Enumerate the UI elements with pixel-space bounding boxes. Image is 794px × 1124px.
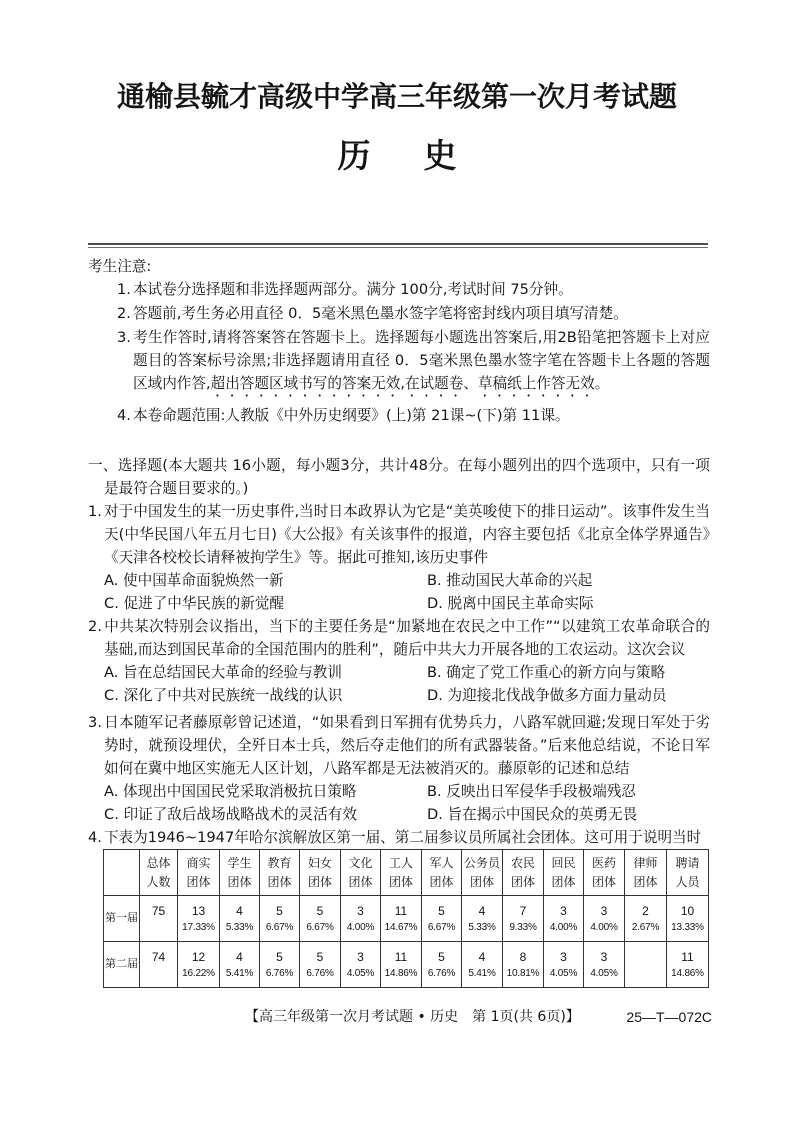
group-cell xyxy=(625,896,667,942)
percent-value: 14.86% xyxy=(671,967,704,979)
table-header-cell xyxy=(140,850,178,896)
header-line: 总体 xyxy=(146,855,171,870)
count-value: 12 xyxy=(191,949,206,964)
header-line: 妇女 xyxy=(307,855,332,870)
table-body xyxy=(104,850,709,988)
count-value: 13 xyxy=(191,903,206,918)
header-line: 团体 xyxy=(348,874,373,889)
percent-value: 6.76% xyxy=(427,967,456,979)
percent-value: 6.67% xyxy=(427,921,456,933)
option-c: C. 深化了中共对民族统一战线的认识 xyxy=(104,687,343,704)
count-value: 8 xyxy=(519,949,527,964)
percent-spacer xyxy=(140,920,177,936)
total-count-value: 75 xyxy=(151,903,166,918)
percent-value: 5.33% xyxy=(225,921,254,933)
exam-title: 通榆县毓才高级中学高三年级第一次月考试题 xyxy=(116,80,677,113)
subject-title: 历 史 xyxy=(337,136,467,175)
percent-value: 6.76% xyxy=(306,967,334,979)
question-number: 4. xyxy=(88,829,102,846)
count-value: 4 xyxy=(478,949,486,964)
group-cell xyxy=(544,942,584,988)
notice-item-number: 2. xyxy=(117,305,131,322)
option-b: B. 推动国民大革命的兴起 xyxy=(427,572,593,589)
option-c: C. 印证了敌后战场战略战术的灵活有效 xyxy=(104,806,357,823)
count-value: 4 xyxy=(236,949,243,964)
option-c: C. 促进了中华民族的新觉醒 xyxy=(104,595,285,612)
group-cell xyxy=(667,942,709,988)
count-value: 3 xyxy=(600,949,608,964)
header-line: 团体 xyxy=(267,874,292,889)
question-stem xyxy=(88,615,710,661)
option-b: B. 确定了党工作重心的新方向与策略 xyxy=(427,664,666,681)
count-value: 7 xyxy=(519,903,527,918)
group-cell xyxy=(341,896,381,942)
group-cell xyxy=(422,896,462,942)
percent-value: 16.22% xyxy=(182,967,215,979)
option-d: D. 脱离中国民主革命实际 xyxy=(427,595,594,612)
percent-value: 4.05% xyxy=(549,967,578,979)
table-header-cell xyxy=(341,850,381,896)
header-line: 人员 xyxy=(675,874,700,889)
header-line: 团体 xyxy=(227,874,252,889)
table-header-cell xyxy=(584,850,625,896)
count-value: 5 xyxy=(316,903,324,918)
percent-value: 4.05% xyxy=(590,967,618,979)
group-cell xyxy=(381,896,422,942)
header-line: 医药 xyxy=(591,855,616,870)
table-header-cell xyxy=(381,850,422,896)
header-line: 团体 xyxy=(633,874,658,889)
percent-value: 10.81% xyxy=(506,967,540,979)
notice-item-text: 本卷命题范围:人教版《中外历史纲要》(上)第 21课~(下)第 11课。 xyxy=(132,407,570,424)
percent-value: 5.41% xyxy=(225,967,254,979)
percent-value: 4.00% xyxy=(346,921,375,933)
table-header-cell xyxy=(503,850,544,896)
percent-value: 6.67% xyxy=(265,921,294,933)
percent-value: 6.67% xyxy=(306,921,334,933)
header-line: 公务员 xyxy=(463,855,500,870)
group-cell xyxy=(625,942,667,988)
group-cell xyxy=(503,896,544,942)
percent-spacer xyxy=(140,966,177,982)
options-row xyxy=(88,803,710,826)
option-d: D. 为迎接北伐战争做多方面力量动员 xyxy=(427,687,667,704)
count-value: 5 xyxy=(276,903,283,918)
header-line: 团体 xyxy=(429,874,454,889)
table-header-cell xyxy=(544,850,584,896)
options-row xyxy=(88,780,710,803)
option-a: A. 使中国革命面貌焕然一新 xyxy=(104,572,284,589)
percent-value: 17.33% xyxy=(182,921,215,933)
notice-item-2 xyxy=(88,302,710,325)
header-line: 人数 xyxy=(146,874,171,889)
total-cell xyxy=(140,896,178,942)
options-row xyxy=(88,661,710,684)
question-stem xyxy=(88,711,710,780)
count-value xyxy=(625,948,666,966)
count-value: 4 xyxy=(478,903,486,918)
header-line: 教育 xyxy=(267,855,292,870)
header-line: 团体 xyxy=(388,874,413,889)
question-1 xyxy=(88,500,710,615)
group-cell xyxy=(220,942,260,988)
percent-value: 13.33% xyxy=(671,921,704,933)
notice-item-text: 本试卷分选择题和非选择题两部分。满分 100分,考试时间 75分钟。 xyxy=(132,281,573,298)
options-row xyxy=(88,569,710,592)
table-header-cell xyxy=(260,850,300,896)
table-header-cell xyxy=(667,850,709,896)
count-value: 5 xyxy=(438,949,445,964)
question-4 xyxy=(88,826,710,988)
question-number: 1. xyxy=(88,503,102,520)
count-value: 3 xyxy=(560,949,567,964)
table-header-cell xyxy=(625,850,667,896)
header-line: 团体 xyxy=(307,874,332,889)
group-cell xyxy=(260,942,300,988)
header-line: 军人 xyxy=(429,855,454,870)
option-a: A. 旨在总结国民大革命的经验与教训 xyxy=(104,664,342,681)
total-cell xyxy=(140,942,178,988)
header-line: 团体 xyxy=(551,874,576,889)
row-label: 第二届 xyxy=(104,942,140,988)
notice-item-3 xyxy=(88,326,710,400)
percent-value: 14.67% xyxy=(384,921,418,933)
group-cell xyxy=(544,896,584,942)
group-cell xyxy=(178,896,220,942)
header-line: 学生 xyxy=(227,855,252,870)
percent-value: 4.00% xyxy=(590,921,618,933)
percent-value: 6.76% xyxy=(265,967,294,979)
percent-value: 14.86% xyxy=(384,967,418,979)
group-cell xyxy=(381,942,422,988)
header-line: 回民 xyxy=(551,855,576,870)
header-line: 团体 xyxy=(510,874,535,889)
table-header-cell xyxy=(178,850,220,896)
notice-heading: 考生注意: xyxy=(88,258,152,275)
count-value: 3 xyxy=(600,903,608,918)
total-count-value: 74 xyxy=(151,949,166,964)
group-cell xyxy=(584,896,625,942)
notice-item-number: 4. xyxy=(117,407,131,424)
count-value: 11 xyxy=(681,949,694,964)
question-text: 日本随军记者藤原彰曾记述道，“如果看到日军拥有优势兵力，八路军就回避;发现日军处于劣势时，就预设埋伏，全歼日本士兵，然后夺走他们的所有武器装备。”后来他总结说，不论日军如何在冀中地区实施无人区计划，八路军都是无法被消灭的。藤原彰的记述和总结 xyxy=(103,714,710,777)
question-2 xyxy=(88,615,710,707)
group-cell xyxy=(300,942,341,988)
header-line: 团体 xyxy=(186,874,211,889)
percent-value: 2.67% xyxy=(631,921,660,933)
table-row xyxy=(104,942,709,988)
question-text: 中共某次特别会议指出，当下的主要任务是“加紧地在农民之中工作”“以建筑工农革命联合的基础,而达到国民革命的全国范围内的胜利”，随后中共大力开展各地的工农运动。这次会议 xyxy=(103,618,710,658)
emphasized-warning-text: 超出答题区域书写的答案无效,在试题卷、草稿纸上作答无效。 xyxy=(210,375,610,392)
count-value: 11 xyxy=(394,949,408,964)
group-cell xyxy=(341,942,381,988)
question-3 xyxy=(88,711,710,826)
count-value: 10 xyxy=(680,903,695,918)
notice-item-text: 考生作答时,请将答案答在答题卡上。选择题每小题选出答案后,用2B铅笔把答题卡上对应题目的答案标号涂黑;非选择题请用直径 0．5毫米黑色墨水签字笔在答题卡上各题的答题区域内作答, xyxy=(132,329,710,392)
table-header-row xyxy=(104,850,709,896)
option-a: A. 体现出中国国民党采取消极抗日策略 xyxy=(104,783,357,800)
question-text: 下表为1946~1947年哈尔滨解放区第一届、第二届参议员所属社会团体。这可用于说明当时 xyxy=(103,829,702,846)
double-rule-divider xyxy=(88,243,708,248)
footer-paper-code: 25—T—072C xyxy=(626,1009,712,1025)
count-value: 4 xyxy=(236,903,243,918)
question-number: 3. xyxy=(88,714,102,731)
table-header-cell xyxy=(422,850,462,896)
header-line: 文化 xyxy=(348,855,373,870)
percent-value: 4.00% xyxy=(549,921,578,933)
row-label: 第一届 xyxy=(104,896,140,942)
header-line: 团体 xyxy=(469,874,494,889)
group-cell xyxy=(260,896,300,942)
count-value: 3 xyxy=(357,949,364,964)
option-b: B. 反映出日军侵华手段极端残忍 xyxy=(427,783,637,800)
header-line: 工人 xyxy=(388,855,413,870)
count-value: 5 xyxy=(438,903,445,918)
count-value: 11 xyxy=(394,903,408,918)
header-line: 律师 xyxy=(633,855,658,870)
table-header-cell xyxy=(220,850,260,896)
option-d: D. 旨在揭示中国民众的英勇无畏 xyxy=(427,806,638,823)
options-row xyxy=(88,592,710,615)
question-text: 对于中国发生的某一历史事件,当时日本政界认为它是“美英唆使下的排日运动”。该事件发生当天(中华民国八年五月七日)《大公报》有关该事件的报道，内容主要包括《北京全体学界通告》《天津各校校长请释被拘学生》等。据此可推知,该历史事件 xyxy=(103,503,710,566)
notice-item-text: 答题前,考生务必用直径 0．5毫米黑色墨水签字笔将密封线内项目填写清楚。 xyxy=(132,305,628,322)
notice-item-4 xyxy=(88,404,710,427)
group-cell xyxy=(422,942,462,988)
count-value: 2 xyxy=(642,903,649,918)
table-row xyxy=(104,896,709,942)
group-cell xyxy=(462,896,503,942)
count-value: 3 xyxy=(560,903,567,918)
header-line: 农民 xyxy=(510,855,535,870)
header-line: 团体 xyxy=(591,874,616,889)
notice-item-number: 1. xyxy=(117,281,131,298)
percent-value: 9.33% xyxy=(509,921,537,933)
question-stem xyxy=(88,500,710,569)
group-cell xyxy=(667,896,709,942)
group-cell xyxy=(220,896,260,942)
options-row xyxy=(88,684,710,707)
table-corner-cell xyxy=(104,850,140,896)
group-cell xyxy=(584,942,625,988)
notice-item-number: 3. xyxy=(117,329,131,346)
section-heading: 一、选择题(本大题共 16小题，每小题3分，共计48分。在每小题列出的四个选项中，只有一项是最符合题目要求的。) xyxy=(88,457,710,497)
percent-value: 4.05% xyxy=(346,967,375,979)
count-value: 3 xyxy=(357,903,364,918)
count-value: 5 xyxy=(316,949,324,964)
social-groups-table xyxy=(103,849,709,988)
exam-body xyxy=(88,255,710,1029)
header-line: 聘请 xyxy=(675,855,700,870)
percent-value: 5.41% xyxy=(468,967,496,979)
group-cell xyxy=(178,942,220,988)
question-stem xyxy=(88,826,710,849)
question-number: 2. xyxy=(88,618,102,635)
notice-item-1 xyxy=(88,278,710,301)
header-line: 商实 xyxy=(186,855,211,870)
page-footer xyxy=(88,1006,710,1029)
group-cell xyxy=(503,942,544,988)
group-cell xyxy=(462,942,503,988)
count-value: 5 xyxy=(276,949,283,964)
footer-page-info: 【高三年级第一次月考试题 • 历史 第 1页(共 6页)】 xyxy=(245,1009,580,1025)
percent-value xyxy=(625,966,666,982)
percent-value: 5.33% xyxy=(468,921,496,933)
table-header-cell xyxy=(300,850,341,896)
group-cell xyxy=(300,896,341,942)
table-header-cell xyxy=(462,850,503,896)
